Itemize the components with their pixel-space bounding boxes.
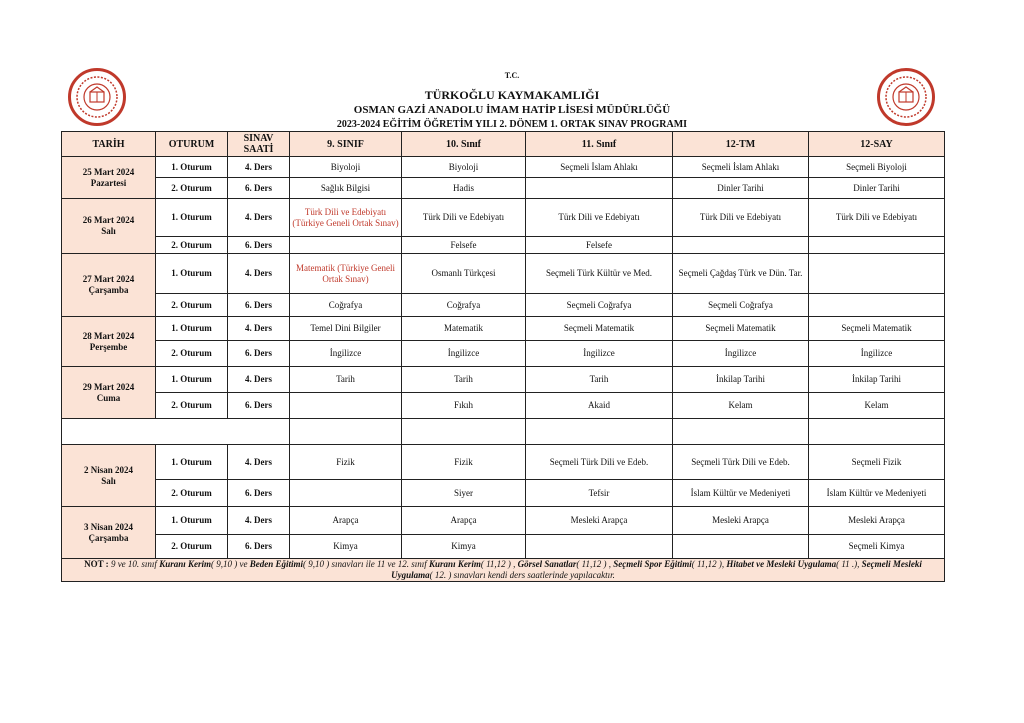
date-cell: 25 Mart 2024 Pazartesi: [62, 157, 156, 199]
exam-cell: Seçmeli Çağdaş Türk ve Dün. Tar.: [673, 254, 809, 294]
col-header-tarih: TARİH: [62, 132, 156, 157]
table-row: [62, 445, 945, 480]
hour-cell: 4. Ders: [228, 199, 290, 237]
document-header: [200, 70, 824, 132]
session-cell: 2. Oturum: [156, 393, 228, 419]
exam-cell: İngilizce: [809, 341, 945, 367]
exam-cell: İnkilap Tarihi: [809, 367, 945, 393]
note-subject: Kuranı Kerim: [429, 559, 481, 569]
table-row: [62, 294, 945, 317]
note-text: ( 9,10 ) ve: [210, 559, 250, 569]
session-cell: 2. Oturum: [156, 178, 228, 199]
exam-cell-highlight: Türk Dili ve Edebiyatı (Türkiye Geneli Ortak Sınav): [290, 199, 402, 237]
exam-cell: İngilizce: [526, 341, 673, 367]
exam-cell: Seçmeli Türk Kültür ve Med.: [526, 254, 673, 294]
exam-cell: [673, 237, 809, 254]
separator-cell: [526, 419, 673, 445]
exam-cell: Mesleki Arapça: [526, 507, 673, 535]
exam-cell: Kimya: [290, 535, 402, 559]
col-header-oturum: OTURUM: [156, 132, 228, 157]
exam-cell: Tarih: [290, 367, 402, 393]
col-header-9: 9. SINIF: [290, 132, 402, 157]
exam-cell: [673, 535, 809, 559]
note-subject: Hitabet ve Mesleki Uygulama: [726, 559, 837, 569]
header-program-title: 2023-2024 EĞİTİM ÖĞRETİM YILI 2. DÖNEM 1. ORTAK SINAV PROGRAMI: [336, 119, 688, 130]
exam-cell: İnkilap Tarihi: [673, 367, 809, 393]
note-text: 9 ve 10. sınıf: [108, 559, 160, 569]
hour-cell: 6. Ders: [228, 535, 290, 559]
meb-seal-icon-left: [68, 68, 126, 126]
exam-cell: Türk Dili ve Edebiyatı: [526, 199, 673, 237]
exam-cell: Fizik: [402, 445, 526, 480]
table-row: [62, 367, 945, 393]
session-cell: 1. Oturum: [156, 254, 228, 294]
exam-cell: Akaid: [526, 393, 673, 419]
note-text: ( 11,12 ) ,: [480, 559, 518, 569]
hour-cell: 4. Ders: [228, 367, 290, 393]
col-header-10: 10. Sınıf: [402, 132, 526, 157]
note-subject: Görsel Sanatlar: [517, 559, 577, 569]
exam-cell: [809, 294, 945, 317]
date-cell: 27 Mart 2024 Çarşamba: [62, 254, 156, 317]
separator-cell: [402, 419, 526, 445]
exam-cell: [809, 254, 945, 294]
note-text: ( 11,12 ) ,: [576, 559, 614, 569]
exam-cell: Felsefe: [402, 237, 526, 254]
session-cell: 1. Oturum: [156, 445, 228, 480]
note-text: ( 11 .),: [836, 559, 862, 569]
exam-cell: Biyoloji: [290, 157, 402, 178]
table-row: [62, 480, 945, 507]
exam-cell: Arapça: [290, 507, 402, 535]
exam-cell: İngilizce: [673, 341, 809, 367]
col-header-12say: 12-SAY: [809, 132, 945, 157]
hour-cell: 6. Ders: [228, 480, 290, 507]
table-row: [62, 237, 945, 254]
date-cell: 3 Nisan 2024 Çarşamba: [62, 507, 156, 559]
session-cell: 1. Oturum: [156, 507, 228, 535]
exam-cell: [290, 393, 402, 419]
exam-cell: Tefsir: [526, 480, 673, 507]
exam-cell-highlight: Matematik (Türkiye Geneli Ortak Sınav): [290, 254, 402, 294]
exam-cell: Türk Dili ve Edebiyatı: [809, 199, 945, 237]
header-tc: T.C.: [504, 71, 520, 80]
note-row: [62, 559, 945, 582]
exam-cell: Matematik: [402, 317, 526, 341]
date-cell: 29 Mart 2024 Cuma: [62, 367, 156, 419]
hour-cell: 4. Ders: [228, 507, 290, 535]
date-cell: 28 Mart 2024 Perşembe: [62, 317, 156, 367]
col-header-sinav-saati: SINAV SAATİ: [228, 132, 290, 157]
hour-cell: 4. Ders: [228, 445, 290, 480]
header-school: OSMAN GAZİ ANADOLU İMAM HATİP LİSESİ MÜDÜRLÜĞÜ: [353, 104, 671, 116]
session-cell: 1. Oturum: [156, 157, 228, 178]
table-row-separator: [62, 419, 945, 445]
hour-cell: 4. Ders: [228, 254, 290, 294]
hour-cell: 6. Ders: [228, 237, 290, 254]
note-text: ( 12. ) sınavları kendi ders saatlerinde yapılacaktır.: [429, 570, 615, 580]
session-cell: 2. Oturum: [156, 535, 228, 559]
exam-cell: Fıkıh: [402, 393, 526, 419]
table-row: [62, 535, 945, 559]
exam-cell: Arapça: [402, 507, 526, 535]
note-subject: Seçmeli Spor Eğitimi: [613, 559, 692, 569]
exam-cell: Seçmeli Matematik: [673, 317, 809, 341]
exam-cell: Kimya: [402, 535, 526, 559]
exam-cell: Biyoloji: [402, 157, 526, 178]
exam-cell: Türk Dili ve Edebiyatı: [402, 199, 526, 237]
exam-cell: Seçmeli Türk Dili ve Edeb.: [526, 445, 673, 480]
exam-cell: Mesleki Arapça: [673, 507, 809, 535]
exam-cell: Temel Dini Bilgiler: [290, 317, 402, 341]
header-kaymakamlik: TÜRKOĞLU KAYMAKAMLIĞI: [424, 88, 600, 102]
note-text: ( 9,10 ) sınavları ile 11 ve 12. sınıf: [302, 559, 430, 569]
exam-cell: Kelam: [809, 393, 945, 419]
separator-cell: [290, 419, 402, 445]
session-cell: 2. Oturum: [156, 480, 228, 507]
exam-cell: Seçmeli Türk Dili ve Edeb.: [673, 445, 809, 480]
exam-cell: Seçmeli İslam Ahlakı: [673, 157, 809, 178]
note-subject: Beden Eğitimi: [249, 559, 303, 569]
exam-cell: Seçmeli Coğrafya: [526, 294, 673, 317]
hour-cell: 6. Ders: [228, 294, 290, 317]
col-header-12tm: 12-TM: [673, 132, 809, 157]
note-cell: [62, 559, 945, 582]
separator-cell: [673, 419, 809, 445]
exam-cell: Siyer: [402, 480, 526, 507]
hour-cell: 6. Ders: [228, 341, 290, 367]
col-header-11: 11. Sınıf: [526, 132, 673, 157]
exam-cell: Felsefe: [526, 237, 673, 254]
exam-cell: Seçmeli Matematik: [809, 317, 945, 341]
table-row: [62, 178, 945, 199]
exam-cell: [290, 237, 402, 254]
exam-cell: Fizik: [290, 445, 402, 480]
note-text: ( 11,12 ),: [691, 559, 727, 569]
exam-cell: Coğrafya: [290, 294, 402, 317]
exam-cell: İslam Kültür ve Medeniyeti: [809, 480, 945, 507]
exam-cell: Tarih: [402, 367, 526, 393]
note-label: NOT :: [84, 559, 109, 569]
separator-cell: [62, 419, 290, 445]
exam-cell: [290, 480, 402, 507]
table-row: [62, 507, 945, 535]
table-row: [62, 157, 945, 178]
exam-cell: [526, 535, 673, 559]
exam-cell: Seçmeli Fizik: [809, 445, 945, 480]
session-cell: 2. Oturum: [156, 237, 228, 254]
exam-cell: Hadis: [402, 178, 526, 199]
meb-seal-icon-right: [877, 68, 935, 126]
exam-cell: [526, 178, 673, 199]
exam-cell: [809, 237, 945, 254]
exam-cell: Sağlık Bilgisi: [290, 178, 402, 199]
exam-cell: Seçmeli Kimya: [809, 535, 945, 559]
table-row: [62, 317, 945, 341]
exam-cell: Osmanlı Türkçesi: [402, 254, 526, 294]
table-row: [62, 199, 945, 237]
hour-cell: 6. Ders: [228, 393, 290, 419]
table-row: [62, 341, 945, 367]
hour-cell: 4. Ders: [228, 317, 290, 341]
session-cell: 2. Oturum: [156, 341, 228, 367]
table-row: [62, 254, 945, 294]
exam-cell: Dinler Tarihi: [809, 178, 945, 199]
exam-cell: Mesleki Arapça: [809, 507, 945, 535]
session-cell: 1. Oturum: [156, 367, 228, 393]
date-cell: 26 Mart 2024 Salı: [62, 199, 156, 254]
exam-cell: Coğrafya: [402, 294, 526, 317]
exam-cell: İslam Kültür ve Medeniyeti: [673, 480, 809, 507]
exam-cell: Dinler Tarihi: [673, 178, 809, 199]
exam-cell: İngilizce: [290, 341, 402, 367]
hour-cell: 6. Ders: [228, 178, 290, 199]
exam-cell: Kelam: [673, 393, 809, 419]
exam-cell: İngilizce: [402, 341, 526, 367]
session-cell: 2. Oturum: [156, 294, 228, 317]
exam-cell: Seçmeli Coğrafya: [673, 294, 809, 317]
exam-cell: Seçmeli Biyoloji: [809, 157, 945, 178]
table-header-row: [62, 132, 945, 157]
date-cell: 2 Nisan 2024 Salı: [62, 445, 156, 507]
hour-cell: 4. Ders: [228, 157, 290, 178]
exam-schedule-table: [61, 131, 945, 582]
note-subject: Seçmeli Mesleki Uygulama: [391, 559, 922, 580]
exam-cell: Türk Dili ve Edebiyatı: [673, 199, 809, 237]
session-cell: 1. Oturum: [156, 199, 228, 237]
note-subject: Kuranı Kerim: [159, 559, 211, 569]
exam-cell: Tarih: [526, 367, 673, 393]
exam-cell: Seçmeli İslam Ahlakı: [526, 157, 673, 178]
table-row: [62, 393, 945, 419]
exam-cell: Seçmeli Matematik: [526, 317, 673, 341]
separator-cell: [809, 419, 945, 445]
session-cell: 1. Oturum: [156, 317, 228, 341]
